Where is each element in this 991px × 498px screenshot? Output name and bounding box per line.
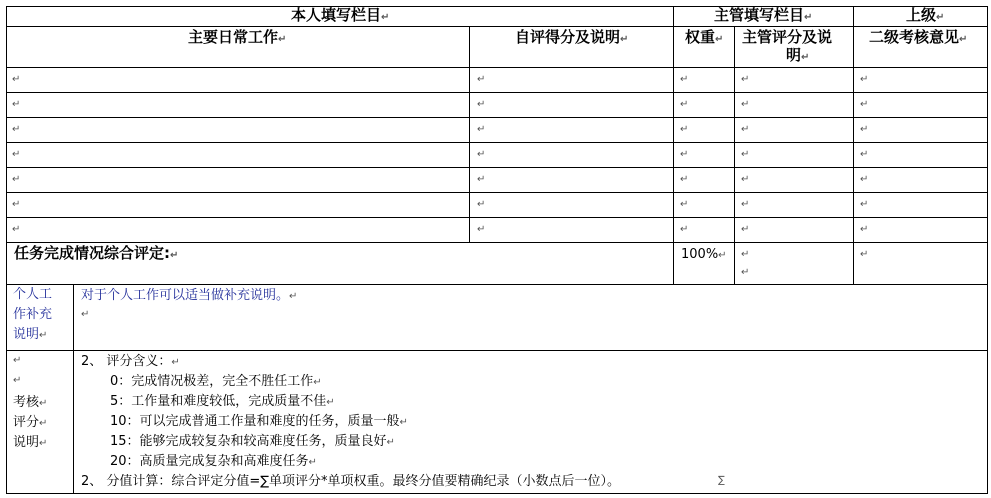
supplement-label-line: 说明↵ <box>13 327 48 342</box>
paragraph-mark-icon: ↵ <box>959 34 968 45</box>
supplement-label-line: 作补充 <box>13 307 53 322</box>
grid-line <box>6 6 7 494</box>
paragraph-mark-icon: ↵ <box>289 291 298 302</box>
grid-line <box>6 284 988 285</box>
paragraph-mark-icon[interactable]: ↵ <box>477 124 486 135</box>
paragraph-mark-icon[interactable]: ↵ <box>860 174 869 185</box>
second-level-header: 二级考核意见↵ <box>869 28 968 46</box>
scoring-label-line: 考核↵ <box>13 395 48 410</box>
grid-line <box>6 6 988 7</box>
grid-line <box>6 217 988 218</box>
scoring-line: 10：可以完成普通工作量和难度的任务，质量一般↵ <box>110 414 408 429</box>
grid-line <box>6 92 988 93</box>
paragraph-mark-icon[interactable]: ↵ <box>860 124 869 135</box>
paragraph-mark-icon[interactable]: ↵ <box>12 174 21 185</box>
paragraph-mark-icon[interactable]: ↵ <box>741 249 750 260</box>
grid-line <box>6 192 988 193</box>
paragraph-mark-icon[interactable]: ↵ <box>860 224 869 235</box>
paragraph-mark-icon: ↵ <box>313 377 322 388</box>
paragraph-mark-icon[interactable]: ↵ <box>477 99 486 110</box>
paragraph-mark-icon: ↵ <box>801 52 810 63</box>
grid-line <box>6 493 988 494</box>
paragraph-mark-icon[interactable]: ↵ <box>860 199 869 210</box>
paragraph-mark-icon[interactable]: ↵ <box>12 99 21 110</box>
paragraph-mark-icon[interactable]: ↵ <box>741 224 750 235</box>
paragraph-mark-icon[interactable]: ↵ <box>741 199 750 210</box>
paragraph-mark-icon[interactable]: ↵ <box>680 124 689 135</box>
paragraph-mark-icon[interactable]: ↵ <box>741 174 750 185</box>
scoring-label-line: 评分↵ <box>13 415 48 430</box>
paragraph-mark-icon[interactable]: ↵ <box>12 149 21 160</box>
paragraph-mark-icon[interactable]: ↵ <box>12 199 21 210</box>
paragraph-mark-icon[interactable]: ↵ <box>12 124 21 135</box>
paragraph-mark-icon[interactable]: ↵ <box>12 74 21 85</box>
grid-line <box>6 67 988 68</box>
supplement-label-line: 个人工 <box>13 287 53 302</box>
grid-line <box>469 26 470 242</box>
scoring-line: 20：高质量完成复杂和高难度任务↵ <box>110 454 317 469</box>
grid-line <box>6 117 988 118</box>
paragraph-mark-icon[interactable]: ↵ <box>860 74 869 85</box>
paragraph-mark-icon: ↵ <box>718 250 727 261</box>
grid-line <box>6 350 988 351</box>
paragraph-mark-icon[interactable]: ↵ <box>81 309 90 320</box>
paragraph-mark-icon[interactable]: ↵ <box>680 99 689 110</box>
paragraph-mark-icon: ↵ <box>620 34 629 45</box>
grid-line <box>6 242 988 243</box>
grid-line <box>734 26 735 284</box>
weight-total: 100%↵ <box>681 247 727 262</box>
paragraph-mark-icon: ↵ <box>936 12 945 23</box>
paragraph-mark-icon[interactable]: ↵ <box>741 99 750 110</box>
paragraph-mark-icon[interactable]: ↵ <box>477 74 486 85</box>
paragraph-mark-icon[interactable]: ↵ <box>680 74 689 85</box>
supervisor-section-header: 主管填写栏目↵ <box>714 6 813 24</box>
main-work-header: 主要日常工作↵ <box>188 28 287 46</box>
superior-header: 上级↵ <box>906 6 945 24</box>
summary-label: 任务完成情况综合评定:↵ <box>14 244 179 262</box>
paragraph-mark-icon: ↵ <box>13 375 22 386</box>
paragraph-mark-icon: ↵ <box>278 34 287 45</box>
paragraph-mark-icon: ↵ <box>39 418 48 429</box>
scoring-label-line: 说明↵ <box>13 435 48 450</box>
paragraph-mark-icon: ↵ <box>326 397 335 408</box>
grid-line <box>987 6 988 494</box>
paragraph-mark-icon[interactable]: ↵ <box>741 124 750 135</box>
grid-line <box>673 6 674 284</box>
paragraph-mark-icon[interactable]: ↵ <box>680 224 689 235</box>
paragraph-mark-icon: ↵ <box>171 357 180 368</box>
paragraph-mark-icon[interactable]: ↵ <box>477 224 486 235</box>
self-section-header: 本人填写栏目↵ <box>291 6 390 24</box>
paragraph-mark-icon[interactable]: ↵ <box>477 199 486 210</box>
paragraph-mark-icon[interactable]: ↵ <box>741 74 750 85</box>
grid-line <box>73 284 74 493</box>
scoring-line: 5：工作量和难度较低，完成质量不佳↵ <box>110 394 335 409</box>
paragraph-mark-icon: ↵ <box>308 457 317 468</box>
supervisor-score-header-cont: 明↵ <box>786 46 810 64</box>
paragraph-mark-icon: ↵ <box>39 398 48 409</box>
paragraph-mark-icon[interactable]: ↵ <box>860 249 869 260</box>
grid-line <box>853 6 854 284</box>
paragraph-mark-icon: ↵ <box>386 437 395 448</box>
paragraph-mark-icon: ↵ <box>170 250 179 261</box>
paragraph-mark-icon: ↵ <box>39 438 48 449</box>
paragraph-mark-icon: ↵ <box>804 12 813 23</box>
paragraph-mark-icon: ↵ <box>13 355 22 366</box>
supplement-text[interactable]: 对于个人工作可以适当做补充说明。↵ <box>81 288 298 303</box>
paragraph-mark-icon: ↵ <box>399 417 408 428</box>
paragraph-mark-icon: ↵ <box>39 330 48 341</box>
paragraph-mark-icon[interactable]: ↵ <box>12 224 21 235</box>
paragraph-mark-icon: ↵ <box>381 12 390 23</box>
paragraph-mark-icon[interactable]: ↵ <box>477 174 486 185</box>
self-score-header: 自评得分及说明↵ <box>515 28 629 46</box>
paragraph-mark-icon[interactable]: ↵ <box>680 149 689 160</box>
supervisor-score-header: 主管评分及说 <box>742 28 833 46</box>
paragraph-mark-icon[interactable]: ↵ <box>680 174 689 185</box>
grid-line <box>6 167 988 168</box>
paragraph-mark-icon: ↵ <box>715 34 724 45</box>
paragraph-mark-icon[interactable]: ↵ <box>477 149 486 160</box>
scoring-line: 2、 分值计算：综合评定分值=∑单项评分*单项权重。最终分值要精确纪录（小数点后一位）。 <box>81 474 621 489</box>
paragraph-mark-icon[interactable]: ↵ <box>741 267 750 278</box>
paragraph-mark-icon[interactable]: ↵ <box>680 199 689 210</box>
weight-header: 权重↵ <box>685 28 724 46</box>
paragraph-mark-icon[interactable]: ↵ <box>741 149 750 160</box>
scoring-line: 0：完成情况极差，完全不胜任工作↵ <box>110 374 322 389</box>
grid-line <box>6 142 988 143</box>
sum-mark-icon: ∑ <box>718 475 725 486</box>
paragraph-mark-icon[interactable]: ↵ <box>860 99 869 110</box>
scoring-line: 15：能够完成较复杂和较高难度任务，质量良好↵ <box>110 434 395 449</box>
grid-line <box>6 26 988 27</box>
scoring-line: 2、 评分含义：↵ <box>81 354 180 369</box>
paragraph-mark-icon[interactable]: ↵ <box>860 149 869 160</box>
